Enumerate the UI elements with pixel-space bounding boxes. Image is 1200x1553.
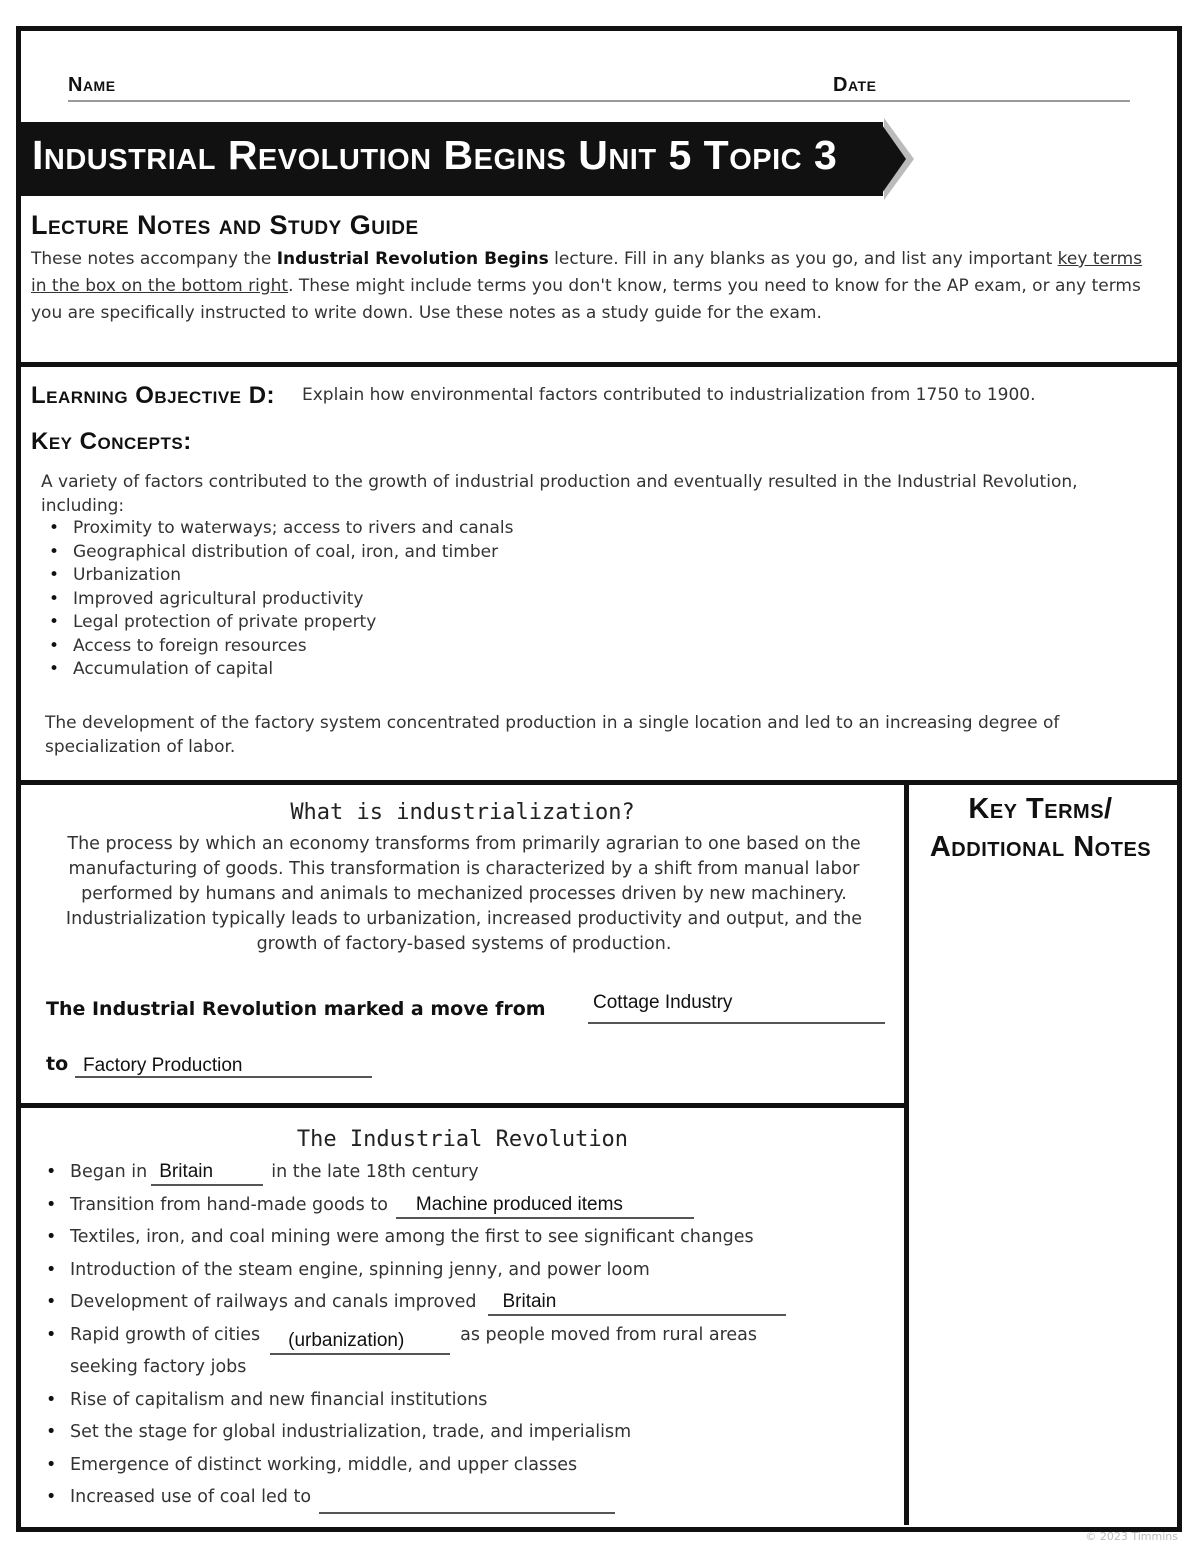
copyright-notice: © 2023 Timmins (1085, 1530, 1178, 1543)
list-item: • Rapid growth of cities (urbanization) as people moved from rural areas seeking factory jobs (38, 1319, 898, 1384)
revolution-heading: The Industrial Revolution (296, 1127, 629, 1152)
list-item: • Increased use of coal led to (38, 1481, 898, 1514)
cities-blank[interactable]: (urbanization) (270, 1329, 450, 1355)
list-item: • Began in Britain in the late 18th century (38, 1156, 898, 1189)
began-in-blank[interactable]: Britain (151, 1160, 263, 1186)
list-item: • Proximity to waterways; access to rivers and canals (41, 517, 741, 541)
move-from-answer[interactable]: Cottage Industry (593, 992, 733, 1013)
list-item: • Legal protection of private property (41, 611, 741, 635)
move-to-label: to (46, 1053, 69, 1075)
list-item: • Access to foreign resources (41, 635, 741, 659)
railways-blank[interactable]: Britain (488, 1290, 786, 1316)
list-item: • Geographical distribution of coal, iron, and timber (41, 541, 741, 565)
date-label: Date (833, 74, 877, 96)
key-terms-divider (904, 780, 909, 1525)
title-arrow (880, 122, 906, 196)
key-concepts-intro: A variety of factors contributed to the growth of industrial production and eventually resulted in the Industrial Revolution, including: (41, 472, 1078, 516)
list-item: • Urbanization (41, 564, 741, 588)
transition-blank[interactable]: Machine produced items (396, 1193, 694, 1219)
list-item: • Improved agricultural productivity (41, 588, 741, 612)
list-item: • Transition from hand-made goods to Machine produced items (38, 1189, 898, 1222)
industrialization-definition: The process by which an economy transforms from primarily agrarian to one based on the manufacturing of goods. This transformation is characterized by a shift from manual labor performed by humans and animals to mechanized processes driven by new machinery. Industrialization typically leads to urbanization, increased productivity and output, and the growth of factory-based systems of production. (65, 834, 863, 954)
move-to-line[interactable] (75, 1076, 372, 1078)
name-label: Name (68, 74, 116, 96)
key-terms-notes-area[interactable] (912, 880, 1170, 1520)
key-concepts-heading: Key Concepts: (31, 428, 192, 455)
key-concepts-list (41, 517, 741, 682)
move-from-line[interactable] (588, 1022, 885, 1024)
objective-text: Explain how environmental factors contributed to industrialization from 1750 to 1900. (302, 385, 1036, 405)
objective-label: Learning Objective D: (31, 382, 276, 409)
key-terms-reference: key terms in the box on the bottom right (31, 249, 1143, 296)
list-item: • Development of railways and canals improved Britain (38, 1286, 898, 1319)
list-item: • Rise of capitalism and new financial institutions (38, 1384, 898, 1417)
coal-blank[interactable] (319, 1490, 615, 1514)
move-to-answer[interactable]: Factory Production (83, 1055, 243, 1076)
lecture-intro: These notes accompany the Industrial Revolution Begins lecture. Fill in any blanks as you go, and list any important key terms in the box on the bottom right. These might include terms you don't know, terms you need to know for the AP exam, or any terms you are specifically instructed to write down. Use these notes as a study guide for the exam. (31, 249, 1143, 323)
section-divider (16, 362, 1182, 367)
section-divider (16, 780, 1182, 785)
list-item: • Emergence of distinct working, middle, and upper classes (38, 1449, 898, 1482)
key-concepts-closing: The development of the factory system concentrated production in a single location and led to an increasing degree of specialization of labor. (45, 713, 1060, 757)
section-divider (16, 1103, 907, 1108)
lecture-bold-title: Industrial Revolution Begins (276, 249, 549, 269)
key-terms-heading: Key Terms/ Additional Notes (929, 793, 1152, 863)
page-title: Industrial Revolution Begins Unit 5 Topic 3 (32, 132, 838, 178)
list-item: • Set the stage for global industrialization, trade, and imperialism (38, 1416, 898, 1449)
name-date-line[interactable] (68, 100, 1130, 102)
lecture-heading: Lecture Notes and Study Guide (31, 210, 419, 240)
move-from-label: The Industrial Revolution marked a move from (46, 998, 546, 1020)
list-item: • Introduction of the steam engine, spinning jenny, and power loom (38, 1254, 898, 1287)
revolution-list (38, 1156, 898, 1514)
list-item: • Textiles, iron, and coal mining were among the first to see significant changes (38, 1221, 898, 1254)
list-item: • Accumulation of capital (41, 658, 741, 682)
industrialization-heading: What is industrialization? (290, 800, 635, 825)
